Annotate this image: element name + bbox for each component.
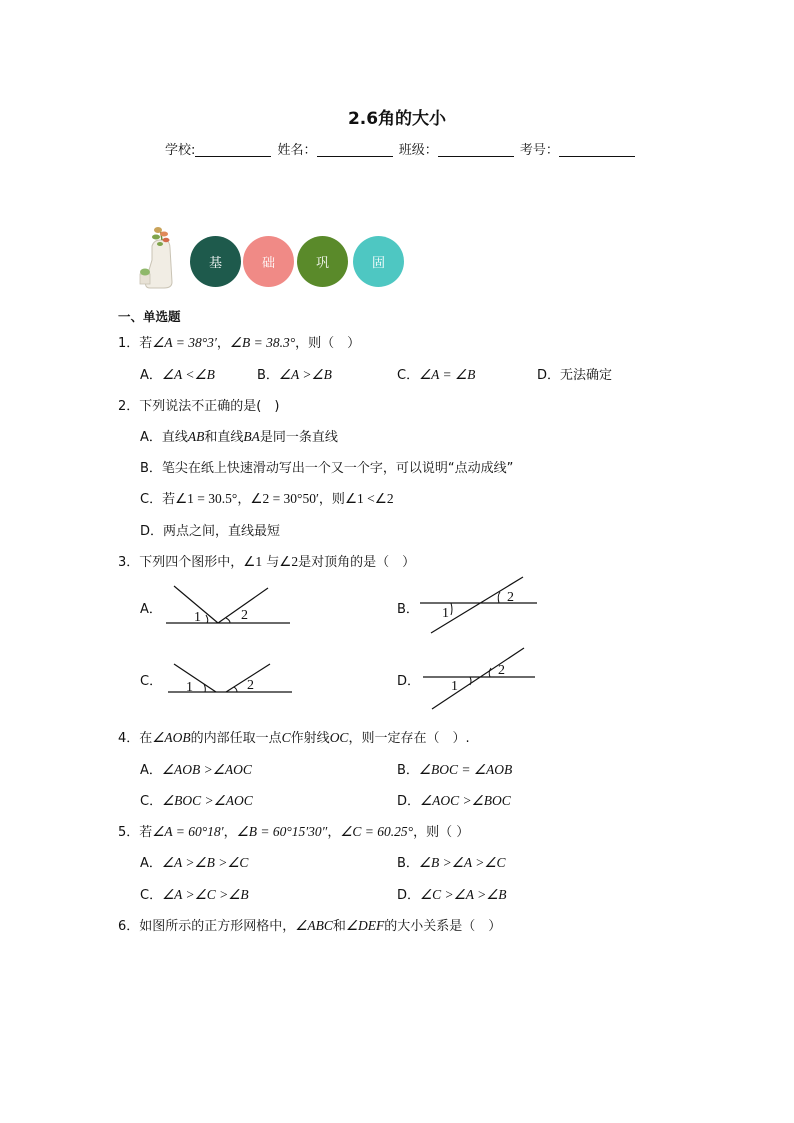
badge-ji: 基 bbox=[190, 236, 241, 287]
q3-figure-d bbox=[420, 645, 540, 713]
q3-figure-a bbox=[160, 582, 300, 630]
q3-a-label-2: 2 bbox=[241, 608, 248, 623]
q3-option-d-label[interactable]: D． bbox=[397, 674, 421, 689]
class-label: 班级： bbox=[398, 143, 438, 158]
number-label: 考号： bbox=[519, 143, 559, 158]
q4-option-d[interactable]: D．∠AOC >∠BOC bbox=[397, 793, 511, 809]
class-blank[interactable] bbox=[438, 143, 514, 157]
school-blank[interactable] bbox=[195, 143, 271, 157]
q5-option-a[interactable]: A．∠A >∠B >∠C bbox=[140, 855, 249, 871]
question-3-stem: 3．下列四个图形中，∠1 与∠2是对顶角的是（ ） bbox=[118, 554, 416, 570]
q2-option-c[interactable]: C．若∠1 = 30.5°，∠2 = 30°50′，则∠1 <∠2 bbox=[140, 491, 394, 507]
q1-option-a[interactable]: A．∠A <∠B bbox=[140, 367, 215, 383]
q5-option-b[interactable]: B．∠B >∠A >∠C bbox=[397, 855, 506, 871]
question-6-stem: 6．如图所示的正方形网格中，∠ABC和∠DEF的大小关系是（ ） bbox=[118, 918, 502, 934]
page-title: 2.6角的大小 bbox=[347, 109, 447, 129]
name-blank[interactable] bbox=[317, 143, 393, 157]
q3-option-b-label[interactable]: B． bbox=[397, 602, 419, 617]
q3-option-a-label[interactable]: A． bbox=[140, 602, 162, 617]
q3-c-label-1: 1 bbox=[186, 680, 193, 695]
q3-c-label-2: 2 bbox=[247, 678, 254, 693]
q3-a-label-1: 1 bbox=[194, 610, 201, 625]
q3-d-label-2: 2 bbox=[498, 663, 505, 678]
q2-option-d[interactable]: D．两点之间，直线最短 bbox=[140, 524, 281, 539]
question-2-stem: 2．下列说法不正确的是( ) bbox=[118, 399, 280, 414]
badge-chu: 础 bbox=[243, 236, 294, 287]
q1-option-d[interactable]: D．无法确定 bbox=[537, 368, 613, 383]
question-5-stem: 5．若∠A = 60°18′，∠B = 60°15′30″，∠C = 60.25°，则（ ） bbox=[118, 824, 470, 840]
number-blank[interactable] bbox=[559, 143, 635, 157]
question-1-stem: 1．若∠A = 38°3′，∠B = 38.3°，则（ ） bbox=[118, 335, 361, 351]
plant-vase-icon bbox=[136, 224, 184, 290]
q5-option-c[interactable]: C．∠A >∠C >∠B bbox=[140, 887, 249, 903]
q4-option-b[interactable]: B．∠BOC = ∠AOB bbox=[397, 762, 513, 778]
q1-option-c[interactable]: C．∠A = ∠B bbox=[397, 367, 476, 383]
q1-option-b[interactable]: B．∠A >∠B bbox=[257, 367, 332, 383]
section-heading: 一、单选题 bbox=[118, 309, 181, 324]
name-label: 姓名： bbox=[277, 143, 317, 158]
q5-option-d[interactable]: D．∠C >∠A >∠B bbox=[397, 887, 507, 903]
question-4-stem: 4．在∠AOB的内部任取一点C作射线OC，则一定存在（ ）. bbox=[118, 730, 470, 746]
q2-option-b[interactable]: B．笔尖在纸上快速滑动写出一个又一个字，可以说明“点动成线” bbox=[140, 461, 514, 476]
q3-figure-c bbox=[164, 660, 299, 698]
q3-figure-b bbox=[415, 574, 540, 636]
q3-option-c-label[interactable]: C． bbox=[140, 674, 163, 689]
school-label: 学校: bbox=[165, 143, 196, 158]
q3-d-label-1: 1 bbox=[451, 679, 458, 694]
badge-gu: 固 bbox=[353, 236, 404, 287]
q4-option-c[interactable]: C．∠BOC >∠AOC bbox=[140, 793, 253, 809]
badge-gong: 巩 bbox=[297, 236, 348, 287]
q2-option-a[interactable]: A．直线AB和直线BA是同一条直线 bbox=[140, 429, 338, 445]
student-info-line bbox=[165, 139, 637, 158]
q4-option-a[interactable]: A．∠AOB >∠AOC bbox=[140, 762, 252, 778]
q3-b-label-1: 1 bbox=[442, 606, 449, 621]
q3-b-label-2: 2 bbox=[507, 590, 514, 605]
